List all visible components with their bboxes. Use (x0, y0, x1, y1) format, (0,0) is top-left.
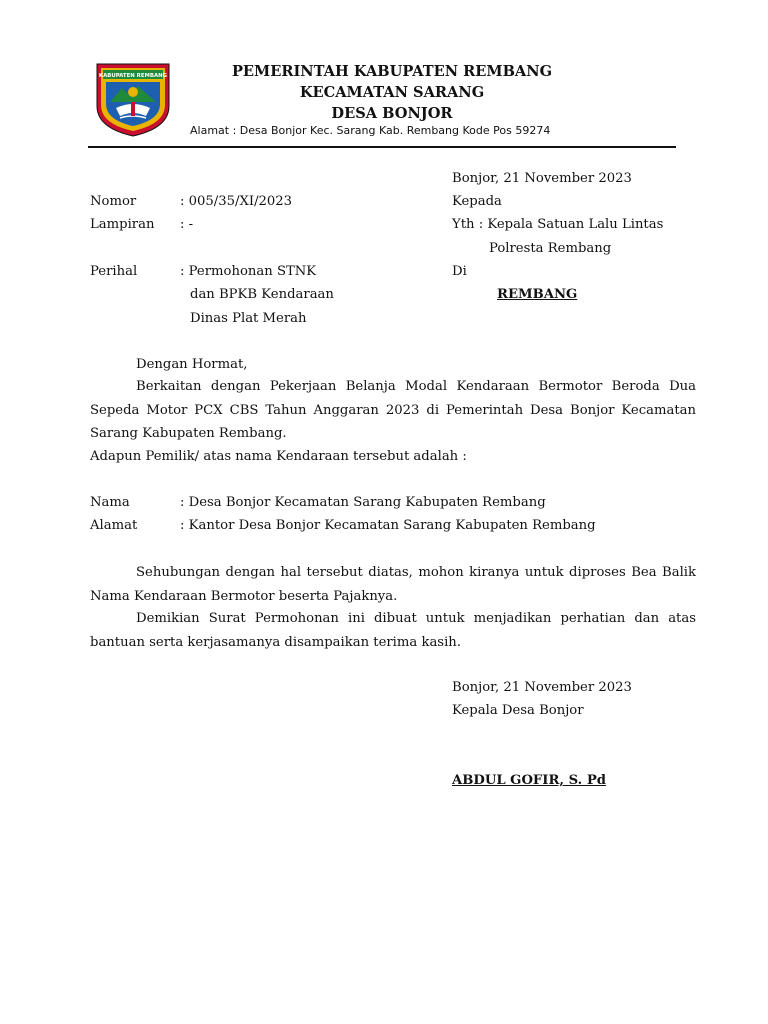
body-paragraph-3: Sehubungan dengan hal tersebut diatas, mohon kiranya untuk diproses Bea Balik Nama Kendaraan Bermotor beserta Pajaknya. (90, 565, 696, 604)
letterhead-district: KECAMATAN SARANG (299, 84, 485, 101)
nama-label: Nama (90, 495, 130, 510)
salutation: Dengan Hormat, (136, 357, 248, 372)
alamat-value: : Kantor Desa Bonjor Kecamatan Sarang Kabupaten Rembang (180, 518, 596, 533)
regency-crest-logo (94, 62, 172, 138)
letterhead-government: PEMERINTAH KABUPATEN REMBANG (231, 63, 553, 80)
recipient-di: Di (452, 264, 467, 279)
signature-title: Kepala Desa Bonjor (452, 703, 584, 718)
recipient-city: REMBANG (497, 287, 578, 302)
svg-text:KABUPATEN REMBANG: KABUPATEN REMBANG (98, 73, 168, 79)
perihal-value-line3: Dinas Plat Merah (190, 311, 307, 326)
perihal-value-line2: dan BPKB Kendaraan (190, 287, 334, 302)
letter-date: Bonjor, 21 November 2023 (452, 171, 632, 186)
signature-date: Bonjor, 21 November 2023 (452, 680, 632, 695)
letterhead-address: Alamat : Desa Bonjor Kec. Sarang Kab. Rembang Kode Pos 59274 (190, 124, 551, 137)
body-paragraph-4: Demikian Surat Permohonan ini dibuat untuk menjadikan perhatian dan atas bantuan serta kerjasamanya disampaikan terima kasih. (90, 611, 696, 650)
recipient-yth: Yth : Kepala Satuan Lalu Lintas (452, 217, 664, 232)
signature-name: ABDUL GOFIR, S. Pd (452, 773, 606, 788)
perihal-label: Perihal (90, 264, 138, 279)
alamat-label: Alamat (90, 518, 138, 533)
recipient-yth-line2: Polresta Rembang (489, 241, 612, 256)
perihal-value-line1: : Permohonan STNK (180, 264, 317, 279)
body-paragraph-1: Berkaitan dengan Pekerjaan Belanja Modal Kendaraan Bermotor Beroda Dua Sepeda Motor PCX CBS Tahun Anggaran 2023 di Pemerintah Desa Bonjor Kecamatan Sarang Kabupaten Rembang. (90, 379, 696, 441)
lampiran-value: : - (180, 217, 194, 232)
nomor-value: : 005/35/XI/2023 (180, 194, 293, 209)
letterhead-village: DESA BONJOR (331, 105, 453, 122)
lampiran-label: Lampiran (90, 217, 155, 232)
letterhead-divider (88, 146, 676, 148)
recipient-kepada: Kepada (452, 194, 502, 209)
nomor-label: Nomor (90, 194, 137, 209)
nama-value: : Desa Bonjor Kecamatan Sarang Kabupaten Rembang (180, 495, 546, 510)
body-paragraph-2: Adapun Pemilik/ atas nama Kendaraan tersebut adalah : (90, 449, 467, 464)
